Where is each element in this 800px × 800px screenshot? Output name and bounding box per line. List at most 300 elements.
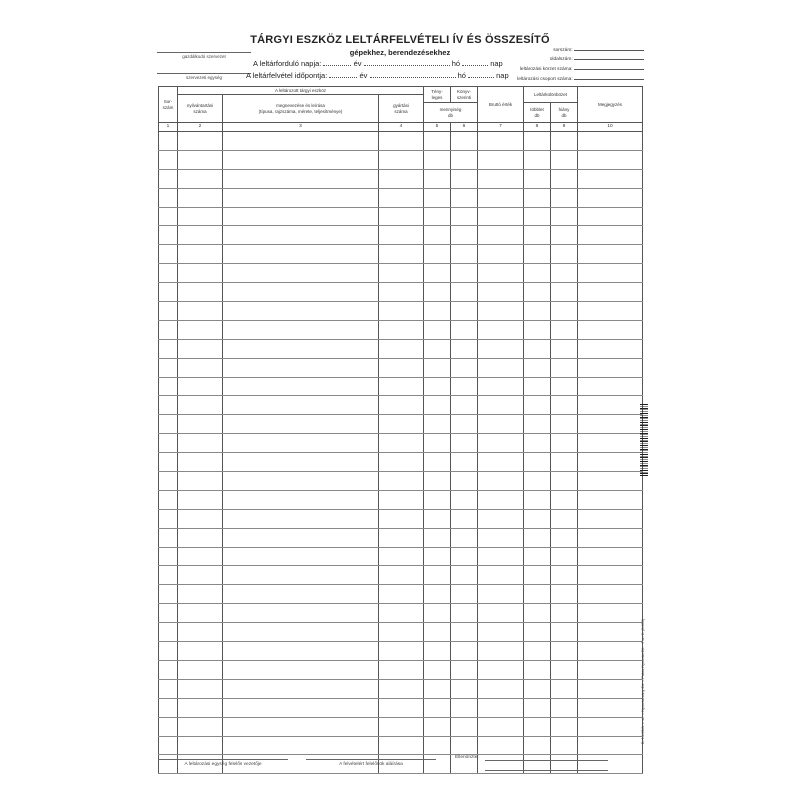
table-cell[interactable] — [178, 490, 223, 509]
table-cell[interactable] — [424, 660, 451, 679]
table-cell[interactable] — [451, 736, 478, 755]
table-cell[interactable] — [478, 736, 524, 755]
table-cell[interactable] — [159, 566, 178, 585]
table-cell[interactable] — [524, 415, 551, 434]
table-cell[interactable] — [424, 698, 451, 717]
table-cell[interactable] — [223, 434, 379, 453]
table-cell[interactable] — [159, 585, 178, 604]
table-cell[interactable] — [451, 339, 478, 358]
table-cell[interactable] — [223, 717, 379, 736]
table-cell[interactable] — [379, 264, 424, 283]
table-cell[interactable] — [159, 547, 178, 566]
table-cell[interactable] — [223, 320, 379, 339]
table-cell[interactable] — [578, 660, 643, 679]
table-cell[interactable] — [223, 623, 379, 642]
table-cell[interactable] — [159, 698, 178, 717]
table-cell[interactable] — [578, 434, 643, 453]
table-cell[interactable] — [424, 245, 451, 264]
table-cell[interactable] — [379, 358, 424, 377]
table-cell[interactable] — [424, 415, 451, 434]
table-cell[interactable] — [379, 717, 424, 736]
table-cell[interactable] — [478, 717, 524, 736]
table-cell[interactable] — [379, 132, 424, 151]
table-cell[interactable] — [578, 320, 643, 339]
table-cell[interactable] — [524, 528, 551, 547]
table-cell[interactable] — [524, 396, 551, 415]
table-cell[interactable] — [451, 642, 478, 661]
table-cell[interactable] — [478, 642, 524, 661]
table-cell[interactable] — [159, 642, 178, 661]
table-cell[interactable] — [578, 547, 643, 566]
table-cell[interactable] — [551, 226, 578, 245]
table-cell[interactable] — [478, 415, 524, 434]
table-cell[interactable] — [379, 302, 424, 321]
table-cell[interactable] — [424, 717, 451, 736]
table-cell[interactable] — [578, 377, 643, 396]
table-cell[interactable] — [178, 132, 223, 151]
table-cell[interactable] — [578, 490, 643, 509]
table-cell[interactable] — [551, 434, 578, 453]
table-cell[interactable] — [223, 245, 379, 264]
table-cell[interactable] — [551, 264, 578, 283]
table-cell[interactable] — [551, 302, 578, 321]
table-cell[interactable] — [379, 528, 424, 547]
table-cell[interactable] — [424, 623, 451, 642]
table-cell[interactable] — [223, 698, 379, 717]
table-cell[interactable] — [451, 453, 478, 472]
table-cell[interactable] — [451, 509, 478, 528]
table-cell[interactable] — [379, 434, 424, 453]
table-cell[interactable] — [478, 434, 524, 453]
table-cell[interactable] — [578, 585, 643, 604]
table-cell[interactable] — [451, 623, 478, 642]
table-cell[interactable] — [478, 169, 524, 188]
table-cell[interactable] — [524, 320, 551, 339]
table-cell[interactable] — [578, 339, 643, 358]
table-cell[interactable] — [524, 566, 551, 585]
table-cell[interactable] — [524, 169, 551, 188]
table-cell[interactable] — [178, 377, 223, 396]
table-cell[interactable] — [223, 490, 379, 509]
table-cell[interactable] — [578, 283, 643, 302]
table-cell[interactable] — [551, 283, 578, 302]
table-cell[interactable] — [578, 358, 643, 377]
table-cell[interactable] — [159, 169, 178, 188]
table-cell[interactable] — [524, 679, 551, 698]
table-cell[interactable] — [223, 415, 379, 434]
table-cell[interactable] — [178, 717, 223, 736]
table-cell[interactable] — [478, 226, 524, 245]
table-cell[interactable] — [424, 547, 451, 566]
table-cell[interactable] — [223, 679, 379, 698]
table-cell[interactable] — [159, 339, 178, 358]
table-cell[interactable] — [424, 302, 451, 321]
table-cell[interactable] — [178, 245, 223, 264]
table-cell[interactable] — [178, 283, 223, 302]
table-cell[interactable] — [424, 226, 451, 245]
table-cell[interactable] — [223, 150, 379, 169]
table-cell[interactable] — [524, 339, 551, 358]
table-cell[interactable] — [478, 528, 524, 547]
table-cell[interactable] — [551, 547, 578, 566]
table-cell[interactable] — [578, 566, 643, 585]
table-cell[interactable] — [379, 415, 424, 434]
table-cell[interactable] — [451, 132, 478, 151]
table-cell[interactable] — [524, 245, 551, 264]
table-cell[interactable] — [379, 453, 424, 472]
table-cell[interactable] — [424, 679, 451, 698]
table-cell[interactable] — [178, 604, 223, 623]
table-cell[interactable] — [478, 339, 524, 358]
table-cell[interactable] — [578, 509, 643, 528]
table-cell[interactable] — [379, 472, 424, 491]
table-cell[interactable] — [478, 358, 524, 377]
table-cell[interactable] — [478, 132, 524, 151]
table-cell[interactable] — [159, 717, 178, 736]
table-cell[interactable] — [451, 188, 478, 207]
table-cell[interactable] — [159, 302, 178, 321]
table-cell[interactable] — [424, 736, 451, 755]
table-cell[interactable] — [424, 132, 451, 151]
table-cell[interactable] — [178, 339, 223, 358]
table-cell[interactable] — [524, 226, 551, 245]
table-cell[interactable] — [159, 358, 178, 377]
table-cell[interactable] — [478, 490, 524, 509]
table-cell[interactable] — [159, 453, 178, 472]
table-cell[interactable] — [223, 264, 379, 283]
table-cell[interactable] — [159, 415, 178, 434]
table-cell[interactable] — [223, 472, 379, 491]
table-cell[interactable] — [424, 528, 451, 547]
table-cell[interactable] — [178, 188, 223, 207]
table-cell[interactable] — [379, 585, 424, 604]
table-cell[interactable] — [478, 472, 524, 491]
table-cell[interactable] — [578, 245, 643, 264]
table-cell[interactable] — [223, 339, 379, 358]
table-cell[interactable] — [524, 717, 551, 736]
table-cell[interactable] — [578, 623, 643, 642]
table-cell[interactable] — [159, 623, 178, 642]
table-cell[interactable] — [178, 566, 223, 585]
table-cell[interactable] — [578, 453, 643, 472]
table-cell[interactable] — [424, 320, 451, 339]
table-cell[interactable] — [524, 132, 551, 151]
table-cell[interactable] — [524, 434, 551, 453]
table-cell[interactable] — [424, 642, 451, 661]
table-cell[interactable] — [551, 396, 578, 415]
table-cell[interactable] — [478, 396, 524, 415]
table-cell[interactable] — [551, 509, 578, 528]
table-cell[interactable] — [551, 490, 578, 509]
table-cell[interactable] — [178, 169, 223, 188]
table-cell[interactable] — [379, 679, 424, 698]
table-cell[interactable] — [379, 207, 424, 226]
table-cell[interactable] — [551, 188, 578, 207]
table-cell[interactable] — [159, 472, 178, 491]
table-cell[interactable] — [178, 679, 223, 698]
table-cell[interactable] — [424, 472, 451, 491]
table-cell[interactable] — [478, 453, 524, 472]
table-cell[interactable] — [451, 679, 478, 698]
table-cell[interactable] — [159, 490, 178, 509]
table-cell[interactable] — [379, 604, 424, 623]
table-cell[interactable] — [223, 283, 379, 302]
table-cell[interactable] — [424, 396, 451, 415]
table-cell[interactable] — [478, 264, 524, 283]
table-cell[interactable] — [551, 320, 578, 339]
table-cell[interactable] — [178, 509, 223, 528]
table-cell[interactable] — [379, 320, 424, 339]
table-cell[interactable] — [524, 150, 551, 169]
table-cell[interactable] — [451, 472, 478, 491]
table-cell[interactable] — [578, 698, 643, 717]
table-cell[interactable] — [178, 396, 223, 415]
table-cell[interactable] — [478, 566, 524, 585]
table-cell[interactable] — [178, 320, 223, 339]
table-cell[interactable] — [551, 623, 578, 642]
table-cell[interactable] — [551, 453, 578, 472]
table-cell[interactable] — [551, 415, 578, 434]
table-cell[interactable] — [551, 339, 578, 358]
table-cell[interactable] — [451, 585, 478, 604]
table-cell[interactable] — [524, 642, 551, 661]
table-cell[interactable] — [223, 207, 379, 226]
table-cell[interactable] — [478, 547, 524, 566]
table-cell[interactable] — [223, 302, 379, 321]
table-cell[interactable] — [424, 169, 451, 188]
table-cell[interactable] — [379, 377, 424, 396]
table-cell[interactable] — [223, 585, 379, 604]
table-cell[interactable] — [578, 472, 643, 491]
table-cell[interactable] — [178, 472, 223, 491]
table-cell[interactable] — [524, 377, 551, 396]
table-cell[interactable] — [578, 679, 643, 698]
table-cell[interactable] — [478, 283, 524, 302]
table-cell[interactable] — [578, 226, 643, 245]
table-cell[interactable] — [178, 547, 223, 566]
table-cell[interactable] — [524, 509, 551, 528]
table-cell[interactable] — [524, 302, 551, 321]
table-cell[interactable] — [178, 528, 223, 547]
table-cell[interactable] — [379, 150, 424, 169]
table-cell[interactable] — [379, 490, 424, 509]
table-cell[interactable] — [424, 604, 451, 623]
table-cell[interactable] — [451, 302, 478, 321]
table-cell[interactable] — [551, 207, 578, 226]
table-cell[interactable] — [451, 604, 478, 623]
table-cell[interactable] — [159, 207, 178, 226]
table-cell[interactable] — [159, 188, 178, 207]
table-cell[interactable] — [379, 283, 424, 302]
table-cell[interactable] — [159, 264, 178, 283]
table-cell[interactable] — [451, 207, 478, 226]
table-cell[interactable] — [451, 358, 478, 377]
table-cell[interactable] — [451, 377, 478, 396]
table-cell[interactable] — [159, 320, 178, 339]
table-cell[interactable] — [223, 358, 379, 377]
table-cell[interactable] — [379, 226, 424, 245]
table-cell[interactable] — [478, 188, 524, 207]
table-cell[interactable] — [379, 396, 424, 415]
table-cell[interactable] — [159, 150, 178, 169]
table-cell[interactable] — [178, 264, 223, 283]
table-cell[interactable] — [451, 396, 478, 415]
table-cell[interactable] — [379, 245, 424, 264]
table-cell[interactable] — [551, 679, 578, 698]
table-cell[interactable] — [578, 717, 643, 736]
table-cell[interactable] — [178, 226, 223, 245]
table-cell[interactable] — [524, 453, 551, 472]
table-cell[interactable] — [424, 264, 451, 283]
table-cell[interactable] — [551, 642, 578, 661]
table-cell[interactable] — [379, 566, 424, 585]
table-cell[interactable] — [551, 698, 578, 717]
table-cell[interactable] — [578, 207, 643, 226]
table-cell[interactable] — [551, 169, 578, 188]
table-cell[interactable] — [178, 642, 223, 661]
table-cell[interactable] — [578, 169, 643, 188]
table-cell[interactable] — [159, 660, 178, 679]
table-cell[interactable] — [551, 150, 578, 169]
table-cell[interactable] — [159, 132, 178, 151]
table-cell[interactable] — [178, 736, 223, 755]
table-cell[interactable] — [478, 320, 524, 339]
table-cell[interactable] — [178, 453, 223, 472]
table-cell[interactable] — [478, 245, 524, 264]
table-cell[interactable] — [524, 207, 551, 226]
table-cell[interactable] — [424, 339, 451, 358]
table-cell[interactable] — [223, 132, 379, 151]
table-cell[interactable] — [524, 623, 551, 642]
table-cell[interactable] — [478, 207, 524, 226]
table-cell[interactable] — [178, 207, 223, 226]
table-cell[interactable] — [524, 585, 551, 604]
table-cell[interactable] — [424, 509, 451, 528]
table-cell[interactable] — [578, 415, 643, 434]
table-cell[interactable] — [451, 320, 478, 339]
table-cell[interactable] — [478, 302, 524, 321]
table-cell[interactable] — [223, 736, 379, 755]
table-cell[interactable] — [478, 679, 524, 698]
table-cell[interactable] — [223, 547, 379, 566]
table-cell[interactable] — [478, 660, 524, 679]
table-cell[interactable] — [478, 604, 524, 623]
table-cell[interactable] — [159, 377, 178, 396]
table-cell[interactable] — [159, 226, 178, 245]
table-cell[interactable] — [578, 188, 643, 207]
table-cell[interactable] — [578, 604, 643, 623]
table-cell[interactable] — [551, 736, 578, 755]
table-cell[interactable] — [551, 358, 578, 377]
table-cell[interactable] — [478, 150, 524, 169]
table-cell[interactable] — [478, 623, 524, 642]
table-cell[interactable] — [379, 736, 424, 755]
table-cell[interactable] — [551, 528, 578, 547]
table-cell[interactable] — [524, 188, 551, 207]
table-cell[interactable] — [379, 339, 424, 358]
table-cell[interactable] — [524, 283, 551, 302]
table-cell[interactable] — [451, 547, 478, 566]
table-cell[interactable] — [159, 679, 178, 698]
table-cell[interactable] — [451, 283, 478, 302]
table-cell[interactable] — [578, 736, 643, 755]
table-cell[interactable] — [223, 509, 379, 528]
table-cell[interactable] — [223, 453, 379, 472]
table-cell[interactable] — [578, 264, 643, 283]
table-cell[interactable] — [159, 245, 178, 264]
table-cell[interactable] — [451, 415, 478, 434]
table-cell[interactable] — [424, 566, 451, 585]
table-cell[interactable] — [379, 660, 424, 679]
table-cell[interactable] — [379, 642, 424, 661]
table-cell[interactable] — [551, 132, 578, 151]
table-cell[interactable] — [159, 736, 178, 755]
table-cell[interactable] — [424, 283, 451, 302]
table-cell[interactable] — [451, 528, 478, 547]
table-cell[interactable] — [524, 660, 551, 679]
table-cell[interactable] — [424, 188, 451, 207]
table-cell[interactable] — [379, 509, 424, 528]
table-cell[interactable] — [451, 490, 478, 509]
table-cell[interactable] — [178, 302, 223, 321]
table-cell[interactable] — [223, 396, 379, 415]
table-cell[interactable] — [178, 434, 223, 453]
table-cell[interactable] — [223, 642, 379, 661]
table-cell[interactable] — [424, 453, 451, 472]
table-cell[interactable] — [524, 698, 551, 717]
table-cell[interactable] — [178, 698, 223, 717]
table-cell[interactable] — [578, 132, 643, 151]
table-cell[interactable] — [524, 604, 551, 623]
table-cell[interactable] — [159, 604, 178, 623]
table-cell[interactable] — [551, 585, 578, 604]
table-cell[interactable] — [223, 188, 379, 207]
table-cell[interactable] — [551, 604, 578, 623]
table-cell[interactable] — [578, 642, 643, 661]
table-cell[interactable] — [578, 396, 643, 415]
table-cell[interactable] — [551, 472, 578, 491]
table-cell[interactable] — [578, 150, 643, 169]
table-cell[interactable] — [551, 377, 578, 396]
table-cell[interactable] — [524, 547, 551, 566]
table-cell[interactable] — [524, 358, 551, 377]
table-cell[interactable] — [451, 434, 478, 453]
table-cell[interactable] — [478, 698, 524, 717]
table-cell[interactable] — [551, 245, 578, 264]
table-cell[interactable] — [223, 604, 379, 623]
table-cell[interactable] — [478, 377, 524, 396]
table-cell[interactable] — [524, 264, 551, 283]
table-cell[interactable] — [223, 528, 379, 547]
table-cell[interactable] — [379, 547, 424, 566]
table-cell[interactable] — [551, 717, 578, 736]
table-cell[interactable] — [159, 528, 178, 547]
table-cell[interactable] — [451, 717, 478, 736]
table-cell[interactable] — [379, 169, 424, 188]
table-cell[interactable] — [379, 698, 424, 717]
table-cell[interactable] — [451, 660, 478, 679]
table-cell[interactable] — [379, 623, 424, 642]
table-cell[interactable] — [451, 169, 478, 188]
table-cell[interactable] — [424, 358, 451, 377]
table-cell[interactable] — [424, 490, 451, 509]
table-cell[interactable] — [424, 150, 451, 169]
table-cell[interactable] — [178, 585, 223, 604]
table-cell[interactable] — [578, 528, 643, 547]
table-cell[interactable] — [178, 150, 223, 169]
table-cell[interactable] — [178, 623, 223, 642]
table-cell[interactable] — [478, 585, 524, 604]
